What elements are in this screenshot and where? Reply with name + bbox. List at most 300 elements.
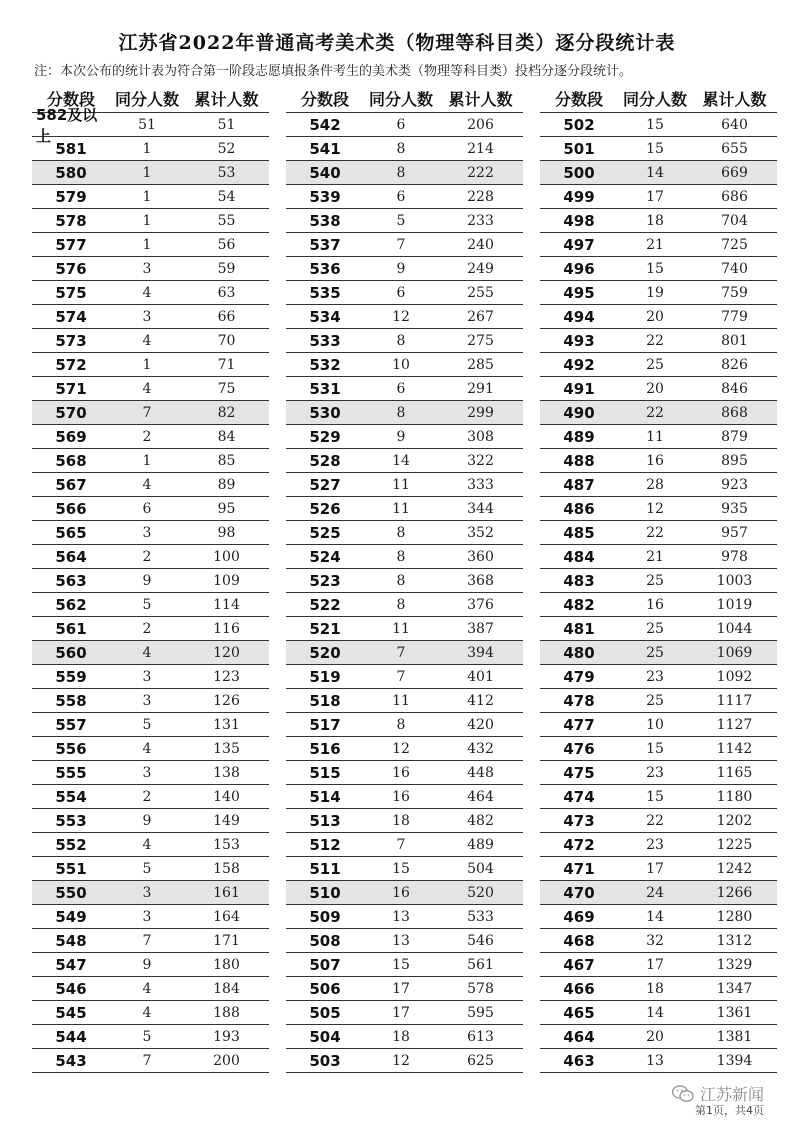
cumulative-cell: 66 <box>217 308 236 325</box>
table-row <box>540 209 777 233</box>
table-row <box>32 353 269 377</box>
cumulative-cell: 686 <box>721 188 748 205</box>
cumulative-cell: 71 <box>217 356 236 373</box>
cumulative-cell: 82 <box>217 404 236 421</box>
cumulative-cell: 595 <box>467 1004 494 1021</box>
table-row <box>286 713 523 737</box>
score-cell: 519 <box>309 667 341 686</box>
same-count-cell: 5 <box>142 860 152 877</box>
same-count-cell: 18 <box>392 1028 410 1045</box>
cumulative-cell: 116 <box>213 620 240 637</box>
table-row <box>286 113 523 137</box>
score-cell: 501 <box>563 139 595 158</box>
header-cumulative: 累计人数 <box>702 89 767 109</box>
same-count-cell: 15 <box>646 740 664 757</box>
same-count-cell: 8 <box>396 572 406 589</box>
score-cell: 567 <box>55 475 87 494</box>
table-row <box>286 953 523 977</box>
cumulative-cell: 613 <box>467 1028 494 1045</box>
cumulative-cell: 114 <box>213 596 240 613</box>
same-count-cell: 11 <box>392 500 410 517</box>
score-cell: 577 <box>55 235 87 254</box>
table-row <box>286 737 523 761</box>
cumulative-cell: 153 <box>213 836 240 853</box>
same-count-cell: 8 <box>396 548 406 565</box>
table-row <box>286 977 523 1001</box>
same-count-cell: 10 <box>646 716 664 733</box>
score-cell: 479 <box>563 667 595 686</box>
same-count-cell: 7 <box>396 836 406 853</box>
score-cell: 581 <box>55 139 87 158</box>
cumulative-cell: 448 <box>467 764 494 781</box>
same-count-cell: 19 <box>646 284 664 301</box>
score-table-column-3 <box>540 84 777 1073</box>
cumulative-cell: 387 <box>467 620 494 637</box>
same-count-cell: 17 <box>392 1004 410 1021</box>
table-row <box>32 761 269 785</box>
cumulative-cell: 59 <box>217 260 236 277</box>
cumulative-cell: 725 <box>721 236 748 253</box>
same-count-cell: 14 <box>646 908 664 925</box>
score-cell: 465 <box>563 1003 595 1022</box>
score-cell: 466 <box>563 979 595 998</box>
cumulative-cell: 1165 <box>716 764 753 781</box>
same-count-cell: 25 <box>646 572 664 589</box>
score-cell: 573 <box>55 331 87 350</box>
table-row <box>32 105 269 145</box>
table-row <box>32 737 269 761</box>
same-count-cell: 9 <box>142 956 152 973</box>
table-row <box>540 281 777 305</box>
score-cell: 494 <box>563 307 595 326</box>
score-cell: 489 <box>563 427 595 446</box>
same-count-cell: 20 <box>646 380 664 397</box>
table-row <box>32 785 269 809</box>
score-cell: 529 <box>309 427 341 446</box>
cumulative-cell: 1003 <box>716 572 753 589</box>
score-cell: 491 <box>563 379 595 398</box>
page-number: 第1页，共4页 <box>695 1104 764 1117</box>
same-count-cell: 8 <box>396 404 406 421</box>
same-count-cell: 17 <box>392 980 410 997</box>
table-rows <box>32 105 269 1073</box>
table-row <box>540 1049 777 1073</box>
header-cumulative: 累计人数 <box>194 89 259 109</box>
same-count-cell: 12 <box>646 500 664 517</box>
cumulative-cell: 51 <box>217 116 236 133</box>
cumulative-cell: 740 <box>721 260 748 277</box>
table-row <box>540 713 777 737</box>
cumulative-cell: 879 <box>721 428 748 445</box>
cumulative-cell: 70 <box>217 332 236 349</box>
cumulative-cell: 206 <box>467 116 494 133</box>
same-count-cell: 1 <box>142 164 152 181</box>
score-cell: 523 <box>309 571 341 590</box>
cumulative-cell: 333 <box>467 476 494 493</box>
score-cell: 565 <box>55 523 87 542</box>
same-count-cell: 25 <box>646 356 664 373</box>
cumulative-cell: 625 <box>467 1052 494 1069</box>
same-count-cell: 4 <box>142 980 152 997</box>
score-cell: 493 <box>563 331 595 350</box>
score-cell: 476 <box>563 739 595 758</box>
same-count-cell: 1 <box>142 188 152 205</box>
table-row <box>540 641 777 665</box>
score-cell: 511 <box>309 859 341 878</box>
score-cell: 580 <box>55 163 87 182</box>
table-row <box>540 761 777 785</box>
cumulative-cell: 184 <box>213 980 240 997</box>
table-row <box>32 497 269 521</box>
score-cell: 518 <box>309 691 341 710</box>
table-row <box>540 161 777 185</box>
table-row <box>32 521 269 545</box>
same-count-cell: 12 <box>392 308 410 325</box>
table-row <box>540 905 777 929</box>
same-count-cell: 18 <box>646 212 664 229</box>
score-cell: 548 <box>55 931 87 950</box>
table-row <box>540 857 777 881</box>
score-cell: 538 <box>309 211 341 230</box>
cumulative-cell: 1142 <box>716 740 753 757</box>
cumulative-cell: 222 <box>467 164 494 181</box>
table-row <box>32 257 269 281</box>
table-row <box>540 329 777 353</box>
table-row <box>286 329 523 353</box>
same-count-cell: 13 <box>392 932 410 949</box>
wechat-icon <box>672 1085 694 1103</box>
same-count-cell: 6 <box>142 500 152 517</box>
table-row <box>286 785 523 809</box>
same-count-cell: 5 <box>396 212 406 229</box>
same-count-cell: 3 <box>142 908 152 925</box>
cumulative-cell: 275 <box>467 332 494 349</box>
same-count-cell: 11 <box>392 620 410 637</box>
score-cell: 481 <box>563 619 595 638</box>
score-cell: 514 <box>309 787 341 806</box>
header-cumulative: 累计人数 <box>448 89 513 109</box>
same-count-cell: 2 <box>142 548 152 565</box>
cumulative-cell: 489 <box>467 836 494 853</box>
score-cell: 503 <box>309 1051 341 1070</box>
same-count-cell: 8 <box>396 164 406 181</box>
table-row <box>286 881 523 905</box>
same-count-cell: 4 <box>142 740 152 757</box>
table-row <box>32 713 269 737</box>
table-row <box>540 833 777 857</box>
cumulative-cell: 360 <box>467 548 494 565</box>
score-cell: 498 <box>563 211 595 230</box>
table-row <box>286 473 523 497</box>
same-count-cell: 25 <box>646 692 664 709</box>
table-row <box>32 473 269 497</box>
score-cell: 488 <box>563 451 595 470</box>
cumulative-cell: 376 <box>467 596 494 613</box>
score-cell: 539 <box>309 187 341 206</box>
cumulative-cell: 957 <box>721 524 748 541</box>
score-cell: 537 <box>309 235 341 254</box>
cumulative-cell: 135 <box>213 740 240 757</box>
same-count-cell: 15 <box>392 860 410 877</box>
table-row <box>540 929 777 953</box>
table-row <box>540 425 777 449</box>
score-cell: 575 <box>55 283 87 302</box>
same-count-cell: 9 <box>142 812 152 829</box>
score-cell: 470 <box>563 883 595 902</box>
cumulative-cell: 1019 <box>716 596 753 613</box>
table-row <box>540 521 777 545</box>
same-count-cell: 18 <box>646 980 664 997</box>
table-row <box>286 857 523 881</box>
cumulative-cell: 75 <box>217 380 236 397</box>
table-row <box>540 257 777 281</box>
cumulative-cell: 308 <box>467 428 494 445</box>
same-count-cell: 4 <box>142 836 152 853</box>
score-cell: 464 <box>563 1027 595 1046</box>
table-row <box>32 185 269 209</box>
table-row <box>32 689 269 713</box>
same-count-cell: 4 <box>142 380 152 397</box>
table-row <box>32 281 269 305</box>
cumulative-cell: 1266 <box>716 884 753 901</box>
same-count-cell: 11 <box>392 476 410 493</box>
cumulative-cell: 704 <box>721 212 748 229</box>
score-cell: 500 <box>563 163 595 182</box>
table-row <box>540 593 777 617</box>
table-row <box>286 449 523 473</box>
table-row <box>286 209 523 233</box>
score-cell: 558 <box>55 691 87 710</box>
same-count-cell: 1 <box>142 212 152 229</box>
table-row <box>32 1001 269 1025</box>
cumulative-cell: 161 <box>213 884 240 901</box>
cumulative-cell: 56 <box>217 236 236 253</box>
page-title: 江苏省2022年普通高考美术类（物理等科目类）逐分段统计表 <box>118 32 676 54</box>
cumulative-cell: 233 <box>467 212 494 229</box>
cumulative-cell: 1242 <box>716 860 753 877</box>
score-cell: 474 <box>563 787 595 806</box>
same-count-cell: 16 <box>392 764 410 781</box>
score-cell: 532 <box>309 355 341 374</box>
cumulative-cell: 84 <box>217 428 236 445</box>
cumulative-cell: 779 <box>721 308 748 325</box>
same-count-cell: 9 <box>142 572 152 589</box>
same-count-cell: 17 <box>646 956 664 973</box>
same-count-cell: 11 <box>392 692 410 709</box>
table-row <box>32 977 269 1001</box>
score-cell: 524 <box>309 547 341 566</box>
table-row <box>540 617 777 641</box>
table-row <box>32 233 269 257</box>
same-count-cell: 5 <box>142 1028 152 1045</box>
score-cell: 517 <box>309 715 341 734</box>
table-row <box>286 161 523 185</box>
cumulative-cell: 655 <box>721 140 748 157</box>
cumulative-cell: 1069 <box>716 644 753 661</box>
table-row <box>286 521 523 545</box>
cumulative-cell: 640 <box>721 116 748 133</box>
table-row <box>286 689 523 713</box>
same-count-cell: 22 <box>646 812 664 829</box>
score-cell: 475 <box>563 763 595 782</box>
table-row <box>32 953 269 977</box>
score-cell: 505 <box>309 1003 341 1022</box>
same-count-cell: 24 <box>646 884 664 901</box>
score-cell: 490 <box>563 403 595 422</box>
cumulative-cell: 1117 <box>716 692 753 709</box>
table-row <box>540 881 777 905</box>
table-row <box>286 137 523 161</box>
table-row <box>32 1025 269 1049</box>
score-cell: 544 <box>55 1027 87 1046</box>
cumulative-cell: 520 <box>467 884 494 901</box>
score-cell: 557 <box>55 715 87 734</box>
same-count-cell: 1 <box>142 140 152 157</box>
cumulative-cell: 895 <box>721 452 748 469</box>
cumulative-cell: 53 <box>217 164 236 181</box>
table-row <box>286 929 523 953</box>
table-row <box>540 449 777 473</box>
cumulative-cell: 1092 <box>716 668 753 685</box>
table-row <box>540 401 777 425</box>
table-row <box>32 641 269 665</box>
cumulative-cell: 63 <box>217 284 236 301</box>
cumulative-cell: 158 <box>213 860 240 877</box>
same-count-cell: 22 <box>646 404 664 421</box>
cumulative-cell: 546 <box>467 932 494 949</box>
same-count-cell: 21 <box>646 236 664 253</box>
score-cell: 582及以上 <box>36 105 98 145</box>
same-count-cell: 1 <box>142 236 152 253</box>
score-cell: 504 <box>309 1027 341 1046</box>
score-cell: 579 <box>55 187 87 206</box>
table-row <box>286 377 523 401</box>
table-row <box>540 305 777 329</box>
table-row <box>286 833 523 857</box>
same-count-cell: 51 <box>138 116 156 133</box>
table-row <box>286 809 523 833</box>
table-row <box>286 281 523 305</box>
cumulative-cell: 533 <box>467 908 494 925</box>
same-count-cell: 15 <box>392 956 410 973</box>
same-count-cell: 1 <box>142 356 152 373</box>
score-cell: 555 <box>55 763 87 782</box>
score-cell: 492 <box>563 355 595 374</box>
cumulative-cell: 1180 <box>716 788 753 805</box>
same-count-cell: 25 <box>646 644 664 661</box>
cumulative-cell: 171 <box>213 932 240 949</box>
same-count-cell: 16 <box>646 596 664 613</box>
table-row <box>32 425 269 449</box>
table-header <box>286 84 523 113</box>
same-count-cell: 17 <box>646 860 664 877</box>
table-row <box>286 617 523 641</box>
score-cell: 568 <box>55 451 87 470</box>
cumulative-cell: 267 <box>467 308 494 325</box>
table-row <box>540 497 777 521</box>
score-cell: 480 <box>563 643 595 662</box>
score-cell: 542 <box>309 115 341 134</box>
same-count-cell: 15 <box>646 788 664 805</box>
cumulative-cell: 801 <box>721 332 748 349</box>
table-row <box>540 1001 777 1025</box>
same-count-cell: 28 <box>646 476 664 493</box>
same-count-cell: 3 <box>142 884 152 901</box>
same-count-cell: 6 <box>396 188 406 205</box>
score-cell: 472 <box>563 835 595 854</box>
same-count-cell: 14 <box>646 1004 664 1021</box>
cumulative-cell: 935 <box>721 500 748 517</box>
score-table-column-1 <box>32 84 269 1073</box>
score-cell: 545 <box>55 1003 87 1022</box>
score-cell: 560 <box>55 643 87 662</box>
score-cell: 483 <box>563 571 595 590</box>
table-row <box>540 113 777 137</box>
cumulative-cell: 54 <box>217 188 236 205</box>
score-cell: 469 <box>563 907 595 926</box>
score-cell: 547 <box>55 955 87 974</box>
same-count-cell: 22 <box>646 524 664 541</box>
same-count-cell: 3 <box>142 668 152 685</box>
cumulative-cell: 109 <box>213 572 240 589</box>
table-row <box>540 353 777 377</box>
same-count-cell: 7 <box>142 932 152 949</box>
table-row <box>540 785 777 809</box>
score-cell: 486 <box>563 499 595 518</box>
table-row <box>32 833 269 857</box>
score-cell: 535 <box>309 283 341 302</box>
table-row <box>540 545 777 569</box>
table-row <box>32 1049 269 1073</box>
same-count-cell: 12 <box>392 740 410 757</box>
score-cell: 549 <box>55 907 87 926</box>
cumulative-cell: 138 <box>213 764 240 781</box>
same-count-cell: 10 <box>392 356 410 373</box>
score-cell: 572 <box>55 355 87 374</box>
score-table-column-2 <box>286 84 523 1073</box>
same-count-cell: 3 <box>142 692 152 709</box>
cumulative-cell: 291 <box>467 380 494 397</box>
same-count-cell: 4 <box>142 284 152 301</box>
table-row <box>286 593 523 617</box>
same-count-cell: 13 <box>392 908 410 925</box>
score-cell: 551 <box>55 859 87 878</box>
cumulative-cell: 126 <box>213 692 240 709</box>
same-count-cell: 25 <box>646 620 664 637</box>
score-cell: 531 <box>309 379 341 398</box>
table-row <box>286 233 523 257</box>
score-cell: 512 <box>309 835 341 854</box>
same-count-cell: 16 <box>646 452 664 469</box>
score-cell: 477 <box>563 715 595 734</box>
cumulative-cell: 1381 <box>716 1028 753 1045</box>
same-count-cell: 7 <box>396 668 406 685</box>
table-row <box>540 953 777 977</box>
table-rows <box>540 113 777 1073</box>
same-count-cell: 5 <box>142 596 152 613</box>
cumulative-cell: 826 <box>721 356 748 373</box>
cumulative-cell: 352 <box>467 524 494 541</box>
same-count-cell: 4 <box>142 1004 152 1021</box>
score-cell: 566 <box>55 499 87 518</box>
cumulative-cell: 249 <box>467 260 494 277</box>
cumulative-cell: 98 <box>217 524 236 541</box>
header-same-count: 同分人数 <box>114 89 179 109</box>
cumulative-cell: 1329 <box>716 956 753 973</box>
table-row <box>32 401 269 425</box>
score-cell: 482 <box>563 595 595 614</box>
same-count-cell: 3 <box>142 260 152 277</box>
